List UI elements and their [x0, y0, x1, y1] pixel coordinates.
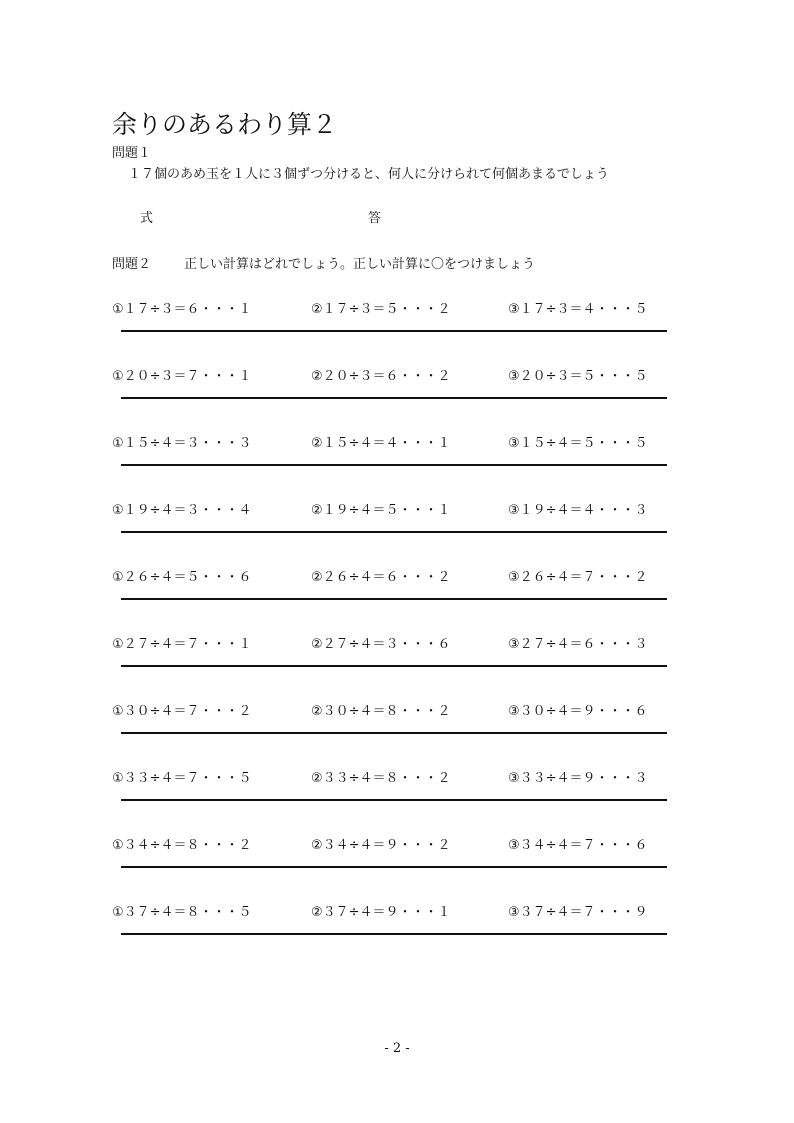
choice-2[interactable]: ②１９÷４＝５・・・１ — [311, 503, 451, 518]
choice-1[interactable]: ①３０÷４＝７・・・２ — [112, 704, 252, 719]
choice-2[interactable]: ②３３÷４＝８・・・２ — [311, 771, 451, 786]
answer-line — [121, 531, 667, 533]
choice-1[interactable]: ①１９÷４＝３・・・４ — [112, 503, 252, 518]
problem-row — [112, 365, 672, 432]
choice-2[interactable]: ②２６÷４＝６・・・２ — [311, 570, 451, 585]
choice-3[interactable]: ③２０÷３＝５・・・５ — [508, 369, 648, 384]
answer-line — [121, 866, 667, 868]
choice-2[interactable]: ②３０÷４＝８・・・２ — [311, 704, 451, 719]
answer-line — [121, 330, 667, 332]
problem1-text: １７個のあめ玉を１人に３個ずつ分けると、何人に分けられて何個あまるでしょう — [128, 167, 609, 182]
answer-line — [121, 598, 667, 600]
choice-2[interactable]: ②１７÷３＝５・・・２ — [311, 302, 451, 317]
page-number: - 2 - — [384, 1041, 410, 1056]
formula-label: 式 — [140, 211, 154, 226]
choice-2[interactable]: ②１５÷４＝４・・・１ — [311, 436, 451, 451]
choice-3[interactable]: ③１５÷４＝５・・・５ — [508, 436, 648, 451]
problem-row — [112, 901, 672, 968]
choice-1[interactable]: ①３３÷４＝７・・・５ — [112, 771, 252, 786]
answer-line — [121, 933, 667, 935]
choice-3[interactable]: ③３７÷４＝７・・・９ — [508, 905, 648, 920]
choice-2[interactable]: ②２０÷３＝６・・・２ — [311, 369, 451, 384]
choice-2[interactable]: ②３７÷４＝９・・・１ — [311, 905, 451, 920]
choice-2[interactable]: ②２７÷４＝３・・・６ — [311, 637, 451, 652]
choice-3[interactable]: ③３３÷４＝９・・・３ — [508, 771, 648, 786]
answer-line — [121, 732, 667, 734]
answer-line — [121, 799, 667, 801]
choice-3[interactable]: ③３４÷４＝７・・・６ — [508, 838, 648, 853]
answer-label: 答 — [368, 211, 382, 226]
page-title: 余りのあるわり算２ — [112, 110, 338, 139]
problem2-label: 問題２ — [112, 257, 152, 272]
choice-3[interactable]: ③３０÷４＝９・・・６ — [508, 704, 648, 719]
answer-line — [121, 397, 667, 399]
choice-1[interactable]: ①３４÷４＝８・・・２ — [112, 838, 252, 853]
choice-1[interactable]: ①２０÷３＝７・・・１ — [112, 369, 252, 384]
choice-1[interactable]: ①１７÷３＝６・・・１ — [112, 302, 252, 317]
problem-row — [112, 834, 672, 901]
problem-row — [112, 700, 672, 767]
choice-3[interactable]: ③２６÷４＝７・・・２ — [508, 570, 648, 585]
problem1-label: 問題１ — [112, 146, 152, 161]
choice-3[interactable]: ③２７÷４＝６・・・３ — [508, 637, 648, 652]
choice-1[interactable]: ①１５÷４＝３・・・３ — [112, 436, 252, 451]
answer-line — [121, 665, 667, 667]
problem-row — [112, 767, 672, 834]
choice-2[interactable]: ②３４÷４＝９・・・２ — [311, 838, 451, 853]
choice-3[interactable]: ③１７÷３＝４・・・５ — [508, 302, 648, 317]
problem-row — [112, 432, 672, 499]
problem-row — [112, 633, 672, 700]
choice-1[interactable]: ①２６÷４＝５・・・６ — [112, 570, 252, 585]
answer-line — [121, 464, 667, 466]
choice-1[interactable]: ①３７÷４＝８・・・５ — [112, 905, 252, 920]
problem2-rows — [112, 298, 672, 968]
problem-row — [112, 298, 672, 365]
problem-row — [112, 499, 672, 566]
problem-row — [112, 566, 672, 633]
problem2-instruction: 正しい計算はどれでしょう。正しい計算に〇をつけましょう — [184, 257, 536, 272]
choice-1[interactable]: ①２７÷４＝７・・・１ — [112, 637, 252, 652]
choice-3[interactable]: ③１９÷４＝４・・・３ — [508, 503, 648, 518]
